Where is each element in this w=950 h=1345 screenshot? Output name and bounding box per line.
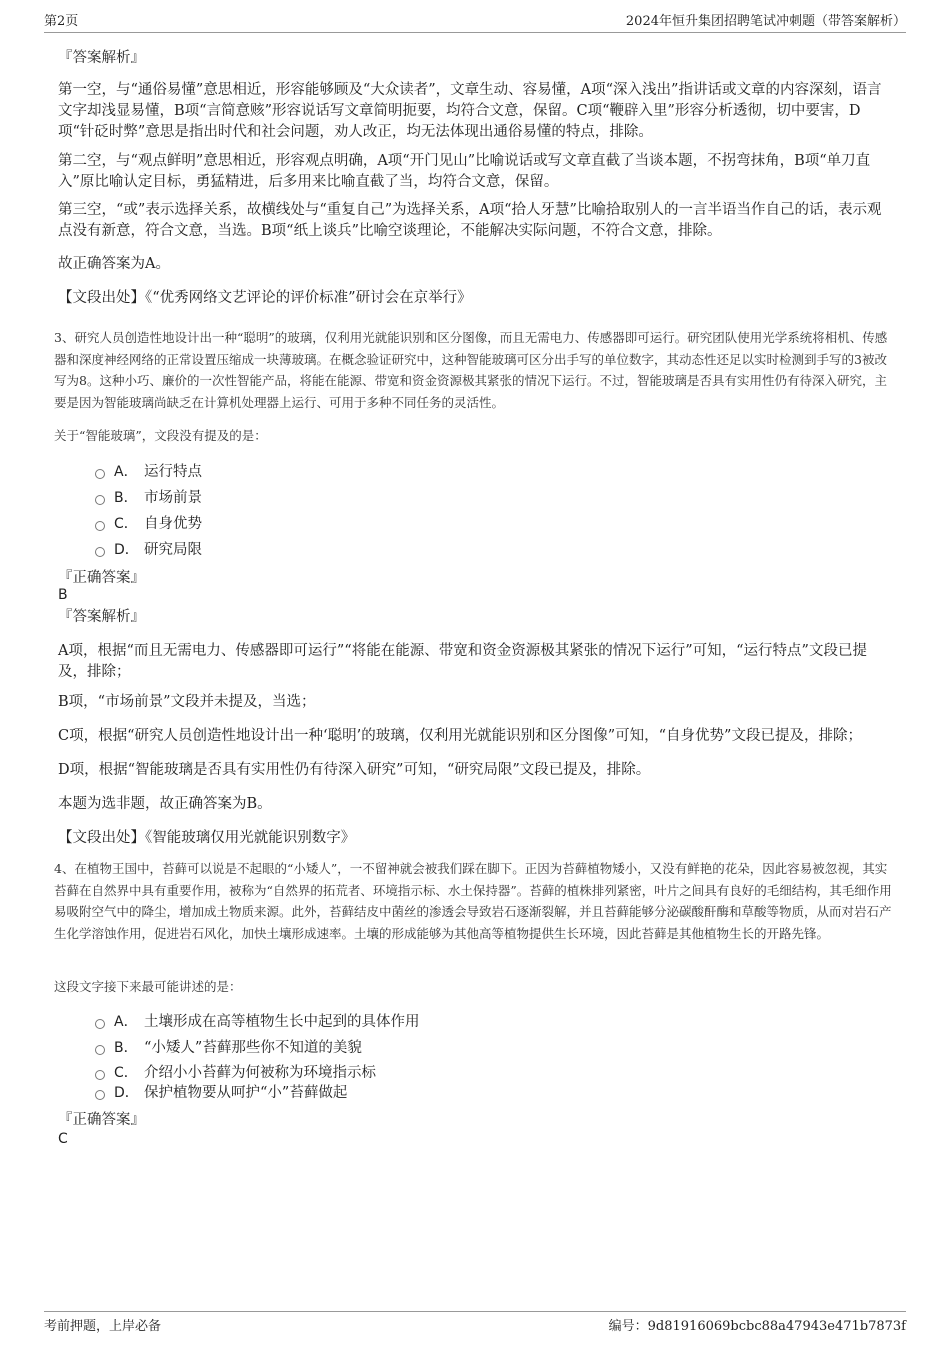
source-citation: 【文段出处】《“优秀网络文艺评论的评价标准”研讨会在京举行》 <box>58 290 472 306</box>
page-header <box>44 8 906 33</box>
analysis-paragraph: A项，根据“而且无需电力、传感器即可运行”“将能在能源、带宽和资金资源极其紧张的情况下运行”可知，“运行特点”文段已提及，排除； <box>58 643 867 680</box>
analysis-paragraph: 第二空，与“观点鲜明”意思相近，形容观点明确，A项“开门见山”比喻说话或写文章直截了当谈本题，不拐弯抹角，B项“单刀直入”原比喻认定目标，勇猛精进，后多用来比喻直截了当，均符合文意，保留。 <box>58 153 871 190</box>
option-letter: D． <box>114 542 139 558</box>
radio-icon[interactable] <box>95 1090 105 1100</box>
analysis-paragraph: D项，根据“智能玻璃是否具有实用性仍有待深入研究”可知，“研究局限”文段已提及，排除。 <box>58 762 651 778</box>
option-letter: A． <box>114 1014 138 1030</box>
option-b[interactable] <box>95 488 202 508</box>
radio-icon[interactable] <box>95 1019 105 1029</box>
option-letter: B． <box>114 1040 138 1056</box>
option-letter: A． <box>114 464 138 480</box>
correct-answer: B <box>58 587 68 603</box>
question-prompt: 这段文字接下来最可能讲述的是： <box>54 979 242 994</box>
option-letter: C． <box>114 516 138 532</box>
option-letter: B． <box>114 490 138 506</box>
option-a[interactable] <box>95 462 202 482</box>
radio-icon[interactable] <box>95 547 105 557</box>
answer-conclusion: 本题为选非题，故正确答案为B。 <box>58 796 272 812</box>
option-text: 介绍小小苔藓为何被称为环境指示标 <box>144 1065 376 1081</box>
question-passage: 3、研究人员创造性地设计出一种“聪明”的玻璃，仅利用光就能识别和区分图像，而且无需电力、传感器即可运行。研究团队使用光学系统将相机、传感器和深度神经网络的正常设置压缩成一块薄玻璃。在概念验证研究中，这种智能玻璃可区分出手写的单位数字，其动态性还足以实时检测到手写的3被改写为8。这种小巧、廉价的一次性智能产品，将能在能源、带宽和资金资源极其紧张的情况下运行。不过，智能玻璃是否具有实用性仍有待深入研究，主要是因为智能玻璃尚缺乏在计算机处理器上运行、可用于多种不同任务的灵活性。 <box>54 330 888 410</box>
option-b[interactable] <box>95 1038 362 1058</box>
option-text: 保护植物要从呵护“小”苔藓做起 <box>144 1085 348 1101</box>
analysis-label: 『答案解析』 <box>58 50 145 66</box>
radio-icon[interactable] <box>95 521 105 531</box>
question-prompt: 关于“智能玻璃”，文段没有提及的是： <box>54 428 267 443</box>
option-text: 研究局限 <box>144 542 202 558</box>
option-text: 自身优势 <box>144 516 202 532</box>
document-id: 编号：9d81916069bcbc88a47943e471b7873f <box>608 1319 906 1334</box>
radio-icon[interactable] <box>95 1070 105 1080</box>
option-c[interactable] <box>95 1063 376 1083</box>
option-text: 运行特点 <box>144 464 202 480</box>
option-letter: C． <box>114 1065 138 1081</box>
option-text: “小矮人”苔藓那些你不知道的美貌 <box>144 1040 362 1056</box>
option-d[interactable] <box>95 1083 347 1103</box>
analysis-paragraph: C项，根据“研究人员创造性地设计出一种‘聪明’的玻璃，仅利用光就能识别和区分图像”可知，“自身优势”文段已提及，排除； <box>58 728 862 744</box>
correct-answer-label: 『正确答案』 <box>58 1112 145 1128</box>
footer-slogan: 考前押题，上岸必备 <box>44 1319 162 1334</box>
page-footer <box>44 1311 906 1336</box>
analysis-label: 『答案解析』 <box>58 609 145 625</box>
option-d[interactable] <box>95 540 202 560</box>
analysis-paragraph: 第三空，“或”表示选择关系，故横线处与“重复自己”为选择关系，A项“拾人牙慧”比喻拾取别人的一言半语当作自己的话，表示观点没有新意，符合文意，当选。B项“纸上谈兵”比喻空谈理论，不能解决实际问题，不符合文意，排除。 <box>58 202 882 239</box>
radio-icon[interactable] <box>95 1045 105 1055</box>
option-letter: D． <box>114 1085 139 1101</box>
option-text: 市场前景 <box>144 490 202 506</box>
answer-conclusion: 故正确答案为A。 <box>58 256 170 272</box>
document-title: 2024年恒升集团招聘笔试冲刺题（带答案解析） <box>625 14 906 29</box>
analysis-paragraph: B项，“市场前景”文段并未提及，当选； <box>58 694 316 710</box>
correct-answer: C <box>58 1131 68 1147</box>
radio-icon[interactable] <box>95 469 105 479</box>
question-passage: 4、在植物王国中，苔藓可以说是不起眼的“小矮人”，一不留神就会被我们踩在脚下。正因为苔藓植物矮小，又没有鲜艳的花朵，因此容易被忽视，其实苔藓在自然界中具有重要作用，被称为“自然界的拓荒者、环境指示标、水土保持器”。苔藓的植株排列紧密，叶片之间具有良好的毛细结构，其毛细作用易吸附空气中的降尘，增加成土物质来源。此外，苔藓结皮中菌丝的渗透会导致岩石逐渐裂解，并且苔藓能够分泌碳酸酐酶和草酸等物质，从而对岩石产生化学溶蚀作用，促进岩石风化，加快土壤形成速率。土壤的形成能够为其他高等植物提供生长环境，因此苔藓是其他植物生长的开路先锋。 <box>54 861 892 941</box>
radio-icon[interactable] <box>95 495 105 505</box>
source-citation: 【文段出处】《智能玻璃仅用光就能识别数字》 <box>58 830 356 846</box>
correct-answer-label: 『正确答案』 <box>58 570 145 586</box>
option-a[interactable] <box>95 1012 420 1032</box>
page-number: 第2页 <box>44 14 79 29</box>
option-text: 土壤形成在高等植物生长中起到的具体作用 <box>144 1014 420 1030</box>
analysis-paragraph: 第一空，与“通俗易懂”意思相近，形容能够顾及“大众读者”，文章生动、容易懂，A项“深入浅出”指讲话或文章的内容深刻，语言文字却浅显易懂，B项“言简意赅”形容说话写文章简明扼要，均符合文意，保留。C项“鞭辟入里”形容分析透彻，切中要害，D项“针砭时弊”意思是指出时代和社会问题，劝人改正，均无法体现出通俗易懂的特点，排除。 <box>58 82 882 140</box>
option-c[interactable] <box>95 514 202 534</box>
